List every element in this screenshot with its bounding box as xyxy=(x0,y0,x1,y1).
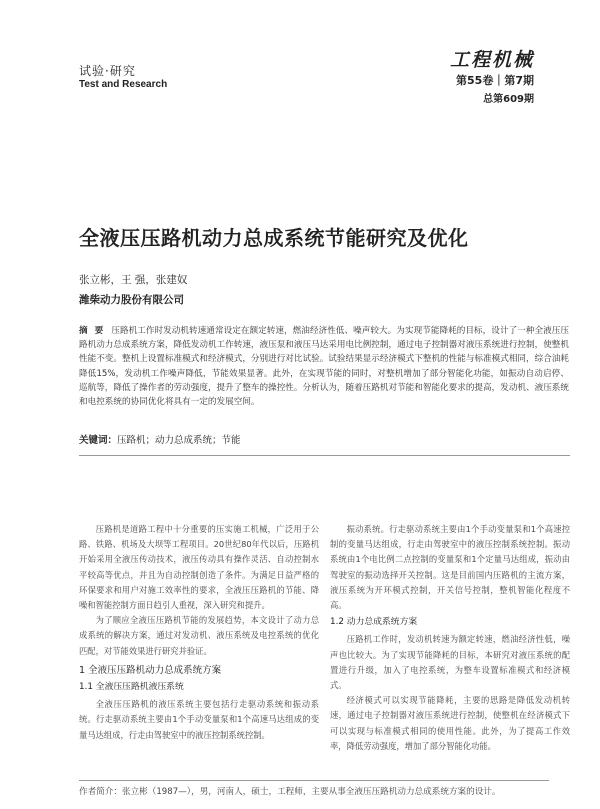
article-title: 全液压压路机动力总成系统节能研究及优化 xyxy=(79,226,469,250)
abstract xyxy=(79,324,569,409)
section-heading: 1 全液压压路机动力总成系统方案 xyxy=(79,664,222,676)
article-affiliation: 潍柴动力股份有限公司 xyxy=(79,294,184,306)
abstract-text: 压路机工作时发动机转速通常设定在额定转速，燃油经济性低、噪声较大。为实现节能降耗的目标，设计了一种全液压压路机动力总成系统方案，降低发动机工作转速，液压泵和液压马达采用电比例控制，通过电子控制器对液压系统进行控制，使整机性能不变。整机上设置标准模式和经济模式，分别进行对比试验。试验结果显示经济模式下整机的性能与标准模式相同，综合油耗降低15%，发动机工作噪声降低，节能效果显著。此外，在实现节能的同时，对整机增加了部分智能化功能，如振动自动启停、巡航等，降低了操作者的劳动强度，提升了整车的操控性。分析认为，随着压路机对节能和智能化要求的提高，发动机、液压系统和电控系统的协同优化将具有一定的发展空间。 xyxy=(79,326,569,408)
keywords xyxy=(79,432,241,446)
body-paragraph: 振动系统。行走驱动系统主要由1个手动变量泵和1个高速控制的变量马达组成，行走由驾驶室中的液压控制系统控制。振动系统由1个电比例二点控制的变量泵和1个定量马达组成，振动由驾驶室的振动选择开关控制。这是目前国内压路机的主流方案，液压系统为开环模式控制，开关信号控制，整机智能化程度不高。 xyxy=(330,524,570,611)
issue-number: 第55卷｜第7期 xyxy=(456,74,534,87)
subsection-heading: 1.1 全液压压路机液压系统 xyxy=(79,682,184,693)
body-column-right xyxy=(330,522,570,754)
body-paragraph: 压路机工作时，发动机转速为额定转速，燃油经济性低，噪声也比较大。为了实现节能降耗的目标，本研究对液压系统的配置进行升级，加入了电控系统，为整车设置标准模式和经济模式。 xyxy=(330,634,570,691)
article-authors: 张立彬，王 强，张建奴 xyxy=(79,274,188,286)
total-issue-number: 总第609期 xyxy=(483,94,534,105)
keywords-label: 关键词： xyxy=(79,435,118,446)
body-paragraph: 经济模式可以实现节能降耗，主要的思路是降低发动机转速，通过电子控制器对液压系统进行控制，使整机在经济模式下可以实现与标准模式相同的使用性能。此外，为了提高工作效率，降低劳动强度，增加了部分智能化功能。 xyxy=(330,695,570,751)
body-paragraph: 全液压压路机的液压系统主要包括行走驱动系统和振动系统。行走驱动系统主要由1个手动变量泵和1个高速马达组成的变量马达组成，行走由驾驶室中的液压控制系统控制。 xyxy=(79,699,319,740)
abstract-label: 摘 要 xyxy=(79,326,106,336)
section-label: 试验·研究 xyxy=(79,64,136,78)
body-paragraph: 为了顺应全液压压路机节能的发展趋势，本文设计了动力总成系统的解决方案，通过对发动机、液压系统及电控系统的优化匹配，对节能效果进行研究并验证。 xyxy=(79,615,319,656)
body-column-left xyxy=(79,522,319,743)
subsection-heading: 1.2 动力总成系统方案 xyxy=(330,617,418,628)
keywords-text: 压路机；动力总成系统；节能 xyxy=(117,435,241,446)
divider xyxy=(79,455,570,456)
body-paragraph: 压路机是道路工程中十分重要的压实施工机械，广泛用于公路、铁路、机场及大坝等工程项目。20世纪80年代以后，压路机开始采用全液压传动技术，液压传动具有操作灵活、自动控制水平较高等优点，并且为自动控制创造了条件。为满足日益严格的环保要求和用户对施工效率性的要求，全液压压路机的节能、降噪和智能控制方面日趋引人重视，深入研究和提升。 xyxy=(79,524,319,611)
section-label-en: Test and Research xyxy=(79,79,168,90)
journal-name: 工程机械 xyxy=(449,49,534,71)
author-footnote: 作者简介：张立彬（1987—），男，河南人，硕士，工程师，主要从事全液压压路机动力总成系统方案的设计。 xyxy=(79,780,549,797)
